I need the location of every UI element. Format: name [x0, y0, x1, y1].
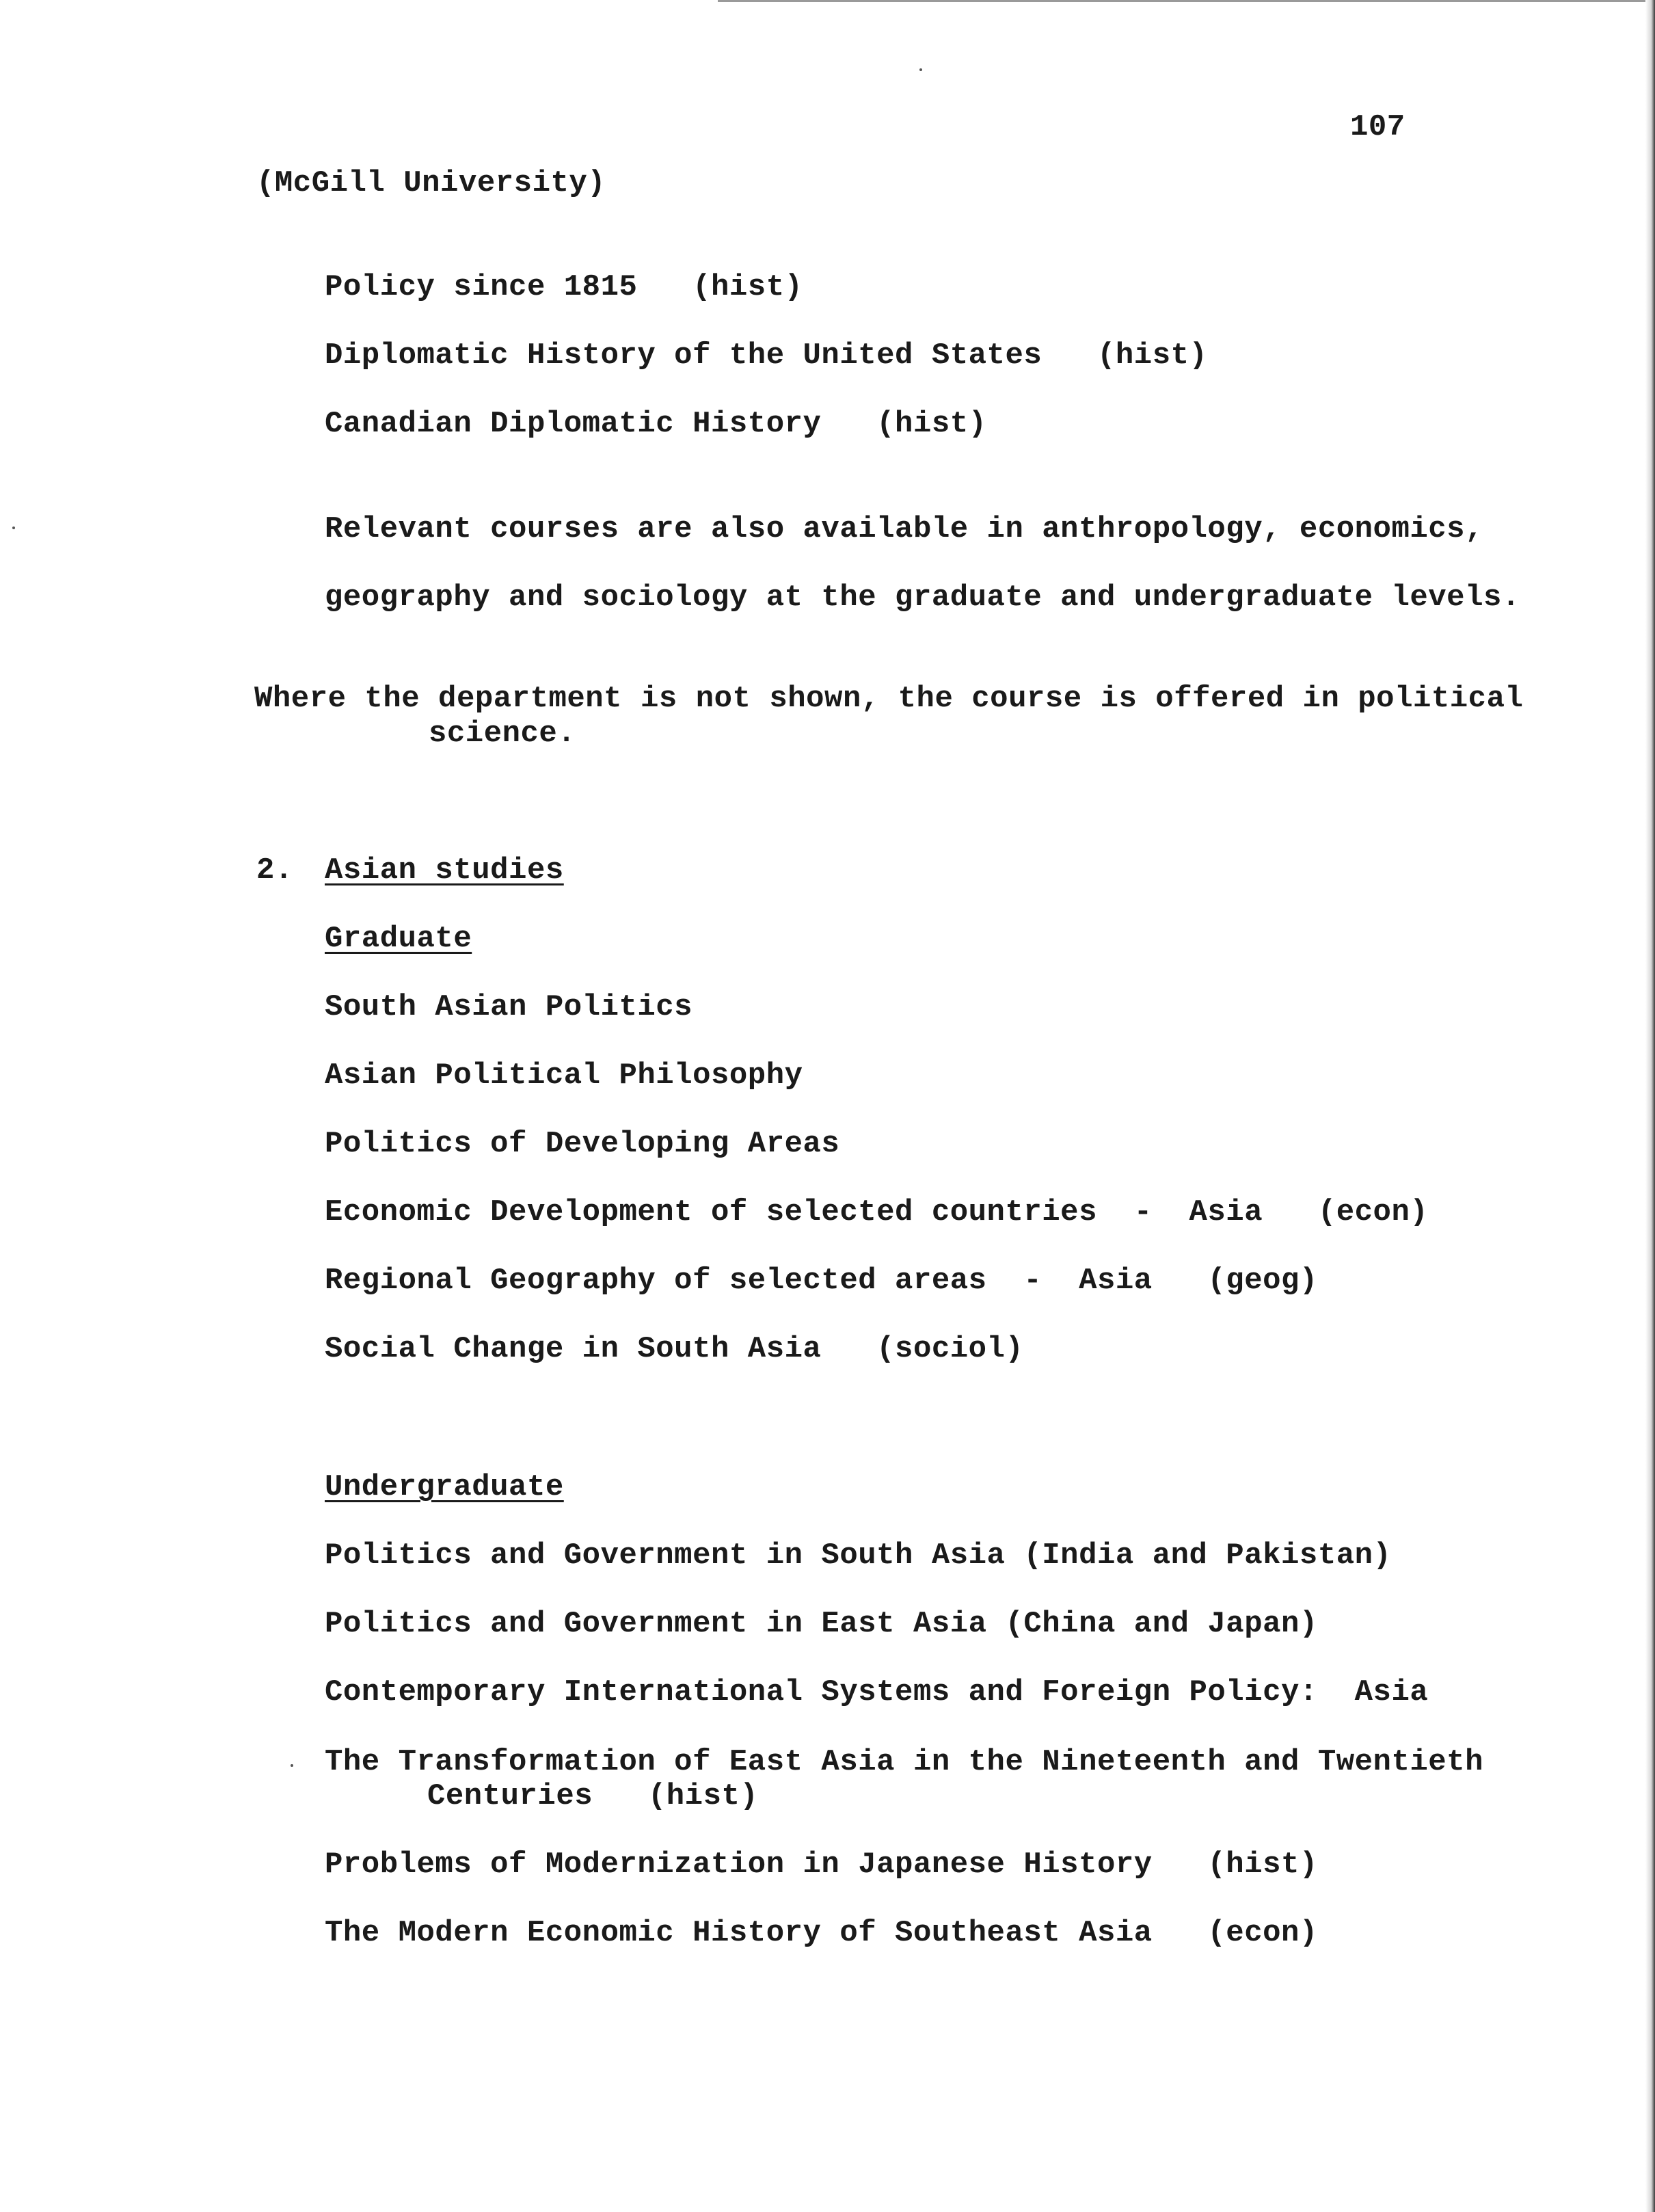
- graduate-course: South Asian Politics: [325, 990, 693, 1024]
- scan-speck: [291, 1764, 293, 1767]
- relevant-note-line-1: Relevant courses are also available in anthropology, economics,: [325, 512, 1483, 546]
- graduate-course: Social Change in South Asia (sociol): [325, 1332, 1024, 1366]
- graduate-course: Politics of Developing Areas: [325, 1127, 840, 1161]
- scan-speck: [919, 68, 922, 71]
- undergraduate-course: Problems of Modernization in Japanese History (hist): [325, 1848, 1318, 1882]
- undergraduate-course: Contemporary International Systems and Foreign Policy: Asia: [325, 1675, 1429, 1709]
- undergraduate-heading: Undergraduate: [325, 1470, 564, 1504]
- graduate-heading: Graduate: [325, 922, 472, 956]
- department-note-line-1: Where the department is not shown, the course is offered in political: [254, 682, 1524, 716]
- scan-page-edge: [1645, 0, 1655, 2212]
- department-note-line-2: science.: [429, 717, 576, 751]
- course-line: Diplomatic History of the United States (hist): [325, 338, 1208, 373]
- undergraduate-course-line-2: Centuries (hist): [427, 1779, 759, 1813]
- graduate-course: Economic Development of selected countries - Asia (econ): [325, 1195, 1429, 1229]
- undergraduate-course-line-1: The Transformation of East Asia in the Nineteenth and Twentieth: [325, 1745, 1483, 1779]
- institution-header: (McGill University): [256, 166, 606, 200]
- graduate-course: Regional Geography of selected areas - Asia (geog): [325, 1264, 1318, 1298]
- scan-top-edge: [718, 0, 1655, 2]
- undergraduate-course: Politics and Government in East Asia (China and Japan): [325, 1607, 1318, 1641]
- graduate-course: Asian Political Philosophy: [325, 1058, 803, 1093]
- undergraduate-course: The Modern Economic History of Southeast Asia (econ): [325, 1916, 1318, 1950]
- section-number: 2.: [256, 853, 293, 888]
- page-number: 107: [1350, 110, 1405, 144]
- relevant-note-line-2: geography and sociology at the graduate and undergraduate levels.: [325, 581, 1520, 615]
- course-line: Canadian Diplomatic History (hist): [325, 407, 987, 441]
- section-title: Asian studies: [325, 853, 564, 888]
- undergraduate-course: Politics and Government in South Asia (India and Pakistan): [325, 1538, 1392, 1573]
- course-line: Policy since 1815 (hist): [325, 270, 803, 304]
- scan-speck: [12, 527, 15, 529]
